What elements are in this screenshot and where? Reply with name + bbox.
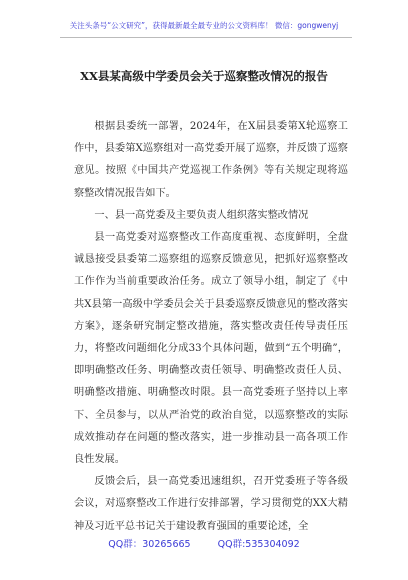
document-body — [74, 116, 348, 538]
footer-qq-group-1: QQ群：30265665 — [108, 539, 191, 550]
paragraph-intro: 根据县委统一部署，2024年，在X届县委第X轮巡察工作中，县委第X巡察组对一高党委开展了巡察，并反馈了巡察意见。按照《中国共产党巡视工作条例》等有关规定现将巡察整改情况报告如下。 — [74, 121, 348, 199]
footer-qq-group-2: QQ群:535304092 — [217, 539, 300, 550]
header-divider — [60, 37, 352, 38]
paragraph-section-1: 县一高党委对巡察整改工作高度重视、态度鲜明，全盘诚恳接受县委第二巡察组的巡察反馈意见，把抓好巡察整改工作作为当前重要政治任务。成立了领导小组，制定了《中共X县第一高级中学委员会关于县委巡察反馈意见的整改落实方案》，逐条研究制定整改措施，落实整改责任传导责任压力，将整改问题细化分成33个具体问题，做到“五个明确”，即明确整改任务、明确整改责任领导、明确整改责任人员、明确整改措施、明确整改时限。县一高党委班子坚持以上率下、全员参与，以从严治党的政治自觉，以巡察整改的实际成效推动存在问题的整改落实，进一步推动县一高各项工作良性发展。 — [74, 232, 348, 466]
footer-qq-groups — [0, 536, 408, 550]
header-promo-note: 关注头条号“公文研究”，获得最新最全最专业的公文资料库！ 微信：gongwenyj — [69, 21, 339, 30]
paragraph-feedback-meeting: 反馈会后，县一高党委迅速组织，召开党委班子等各级会议，对巡察整改工作进行安排部署，学习贯彻党的XX大精神及习近平总书记关于建设教育强国的重要论述，全 — [74, 476, 348, 532]
section-heading-1: 一、县一高党委及主要负责人组织落实整改情况 — [94, 209, 309, 221]
document-title: XX县某高级中学委员会关于巡察整改情况的报告 — [80, 69, 328, 83]
